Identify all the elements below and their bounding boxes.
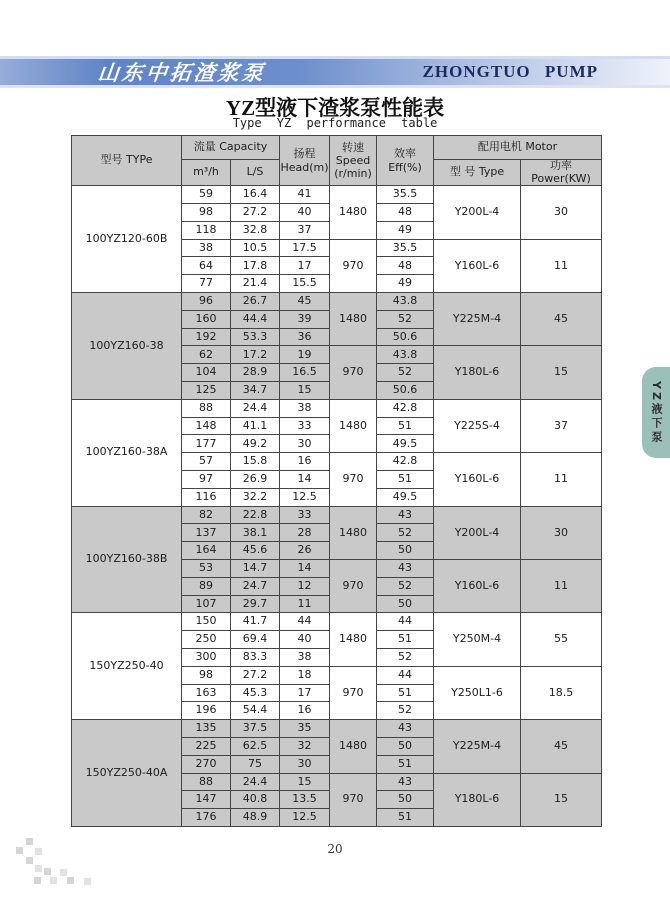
eff-cell: 50 — [377, 791, 434, 809]
head-cell: 36 — [280, 328, 330, 346]
head-cell: 17 — [280, 257, 330, 275]
speed-cell: 1480 — [330, 720, 377, 773]
model-cell: 100YZ160-38B — [72, 506, 182, 613]
head-cell: 38 — [280, 399, 330, 417]
head-cell: 32 — [280, 737, 330, 755]
eff-cell: 43.8 — [377, 346, 434, 364]
flow-m3h-cell: 77 — [182, 275, 231, 293]
head-cell: 30 — [280, 435, 330, 453]
flow-ls-cell: 75 — [231, 755, 280, 773]
flow-m3h-cell: 53 — [182, 560, 231, 578]
col-header-speed-zh: 转速Speed — [335, 140, 371, 168]
motor-type-cell: Y160L-6 — [434, 453, 521, 506]
flow-m3h-cell: 89 — [182, 577, 231, 595]
head-cell: 30 — [280, 755, 330, 773]
motor-type-cell: Y225M-4 — [434, 293, 521, 346]
flow-m3h-cell: 98 — [182, 204, 231, 222]
motor-power-cell: 15 — [521, 773, 602, 826]
speed-cell: 1480 — [330, 613, 377, 666]
flow-ls-cell: 27.2 — [231, 666, 280, 684]
speed-cell: 970 — [330, 453, 377, 506]
model-cell: 100YZ160-38 — [72, 293, 182, 400]
head-cell: 14 — [280, 560, 330, 578]
flow-m3h-cell: 160 — [182, 310, 231, 328]
eff-cell: 52 — [377, 310, 434, 328]
speed-cell: 1480 — [330, 293, 377, 346]
table-row — [72, 613, 602, 631]
col-header-capacity-m3h: m³/h — [182, 160, 231, 186]
eff-cell: 50 — [377, 595, 434, 613]
head-cell: 45 — [280, 293, 330, 311]
flow-ls-cell: 62.5 — [231, 737, 280, 755]
head-cell: 11 — [280, 595, 330, 613]
col-header-eff-zh: 效率 — [394, 147, 416, 161]
flow-ls-cell: 34.7 — [231, 382, 280, 400]
eff-cell: 43 — [377, 560, 434, 578]
flow-ls-cell: 41.1 — [231, 417, 280, 435]
flow-m3h-cell: 176 — [182, 809, 231, 827]
model-cell: 100YZ160-38A — [72, 399, 182, 506]
col-header-eff — [377, 136, 434, 186]
flow-ls-cell: 40.8 — [231, 791, 280, 809]
eff-cell: 50 — [377, 737, 434, 755]
flow-ls-cell: 83.3 — [231, 649, 280, 667]
head-cell: 16 — [280, 453, 330, 471]
brand-header-bar — [0, 56, 670, 88]
motor-type-cell: Y200L-4 — [434, 186, 521, 239]
flow-m3h-cell: 163 — [182, 684, 231, 702]
motor-power-cell: 37 — [521, 399, 602, 452]
flow-ls-cell: 38.1 — [231, 524, 280, 542]
flow-m3h-cell: 59 — [182, 186, 231, 204]
model-cell: 150YZ250-40A — [72, 720, 182, 827]
flow-ls-cell: 41.7 — [231, 613, 280, 631]
motor-type-cell: Y160L-6 — [434, 560, 521, 613]
flow-ls-cell: 32.8 — [231, 221, 280, 239]
head-cell: 16.5 — [280, 364, 330, 382]
motor-type-cell: Y250L1-6 — [434, 666, 521, 719]
table-row — [72, 399, 602, 417]
flow-m3h-cell: 125 — [182, 382, 231, 400]
eff-cell: 42.8 — [377, 399, 434, 417]
page-title: YZ型液下渣浆泵性能表 — [225, 96, 445, 120]
flow-ls-cell: 45.6 — [231, 542, 280, 560]
flow-m3h-cell: 137 — [182, 524, 231, 542]
flow-ls-cell: 53.3 — [231, 328, 280, 346]
head-cell: 12.5 — [280, 809, 330, 827]
flow-ls-cell: 17.2 — [231, 346, 280, 364]
motor-power-cell: 11 — [521, 453, 602, 506]
company-logo: 山东中拓渣浆泵 — [96, 60, 268, 85]
col-header-head-en: Head(m) — [280, 160, 329, 174]
eff-cell: 44 — [377, 666, 434, 684]
head-cell: 38 — [280, 649, 330, 667]
head-cell: 16 — [280, 702, 330, 720]
eff-cell: 43 — [377, 506, 434, 524]
flow-m3h-cell: 150 — [182, 613, 231, 631]
speed-cell: 970 — [330, 560, 377, 613]
flow-m3h-cell: 177 — [182, 435, 231, 453]
flow-ls-cell: 15.8 — [231, 453, 280, 471]
eff-cell: 49 — [377, 221, 434, 239]
flow-ls-cell: 16.4 — [231, 186, 280, 204]
head-cell: 37 — [280, 221, 330, 239]
eff-cell: 51 — [377, 809, 434, 827]
eff-cell: 49.5 — [377, 488, 434, 506]
eff-cell: 49 — [377, 275, 434, 293]
head-cell: 17.5 — [280, 239, 330, 257]
eff-cell: 44 — [377, 613, 434, 631]
motor-type-cell: Y180L-6 — [434, 346, 521, 399]
head-cell: 35 — [280, 720, 330, 738]
table-row — [72, 506, 602, 524]
flow-m3h-cell: 270 — [182, 755, 231, 773]
flow-m3h-cell: 164 — [182, 542, 231, 560]
motor-power-cell: 45 — [521, 293, 602, 346]
head-cell: 15.5 — [280, 275, 330, 293]
flow-m3h-cell: 196 — [182, 702, 231, 720]
head-cell: 13.5 — [280, 791, 330, 809]
flow-ls-cell: 17.8 — [231, 257, 280, 275]
head-cell: 26 — [280, 542, 330, 560]
flow-ls-cell: 24.7 — [231, 577, 280, 595]
head-cell: 17 — [280, 684, 330, 702]
flow-ls-cell: 54.4 — [231, 702, 280, 720]
speed-cell: 1480 — [330, 399, 377, 452]
eff-cell: 42.8 — [377, 453, 434, 471]
flow-ls-cell: 48.9 — [231, 809, 280, 827]
motor-type-cell: Y225M-4 — [434, 720, 521, 773]
head-cell: 12.5 — [280, 488, 330, 506]
performance-table-body — [72, 186, 602, 827]
eff-cell: 52 — [377, 649, 434, 667]
motor-power-cell: 18.5 — [521, 666, 602, 719]
col-header-motor-type: 型 号 Type — [434, 160, 521, 186]
eff-cell: 48 — [377, 204, 434, 222]
col-header-speed-en: (r/min) — [334, 167, 372, 181]
flow-m3h-cell: 147 — [182, 791, 231, 809]
flow-m3h-cell: 64 — [182, 257, 231, 275]
flow-m3h-cell: 107 — [182, 595, 231, 613]
speed-cell: 1480 — [330, 186, 377, 239]
flow-ls-cell: 32.2 — [231, 488, 280, 506]
flow-m3h-cell: 192 — [182, 328, 231, 346]
motor-type-cell: Y200L-4 — [434, 506, 521, 559]
speed-cell: 970 — [330, 346, 377, 399]
eff-cell: 51 — [377, 471, 434, 489]
flow-ls-cell: 22.8 — [231, 506, 280, 524]
eff-cell: 35.5 — [377, 186, 434, 204]
motor-power-cell: 45 — [521, 720, 602, 773]
motor-power-cell: 11 — [521, 239, 602, 292]
eff-cell: 50 — [377, 542, 434, 560]
head-cell: 40 — [280, 631, 330, 649]
head-cell: 15 — [280, 773, 330, 791]
eff-cell: 51 — [377, 631, 434, 649]
col-header-head — [280, 136, 330, 186]
head-cell: 40 — [280, 204, 330, 222]
motor-power-cell: 55 — [521, 613, 602, 666]
page-number: 20 — [327, 842, 343, 856]
col-header-speed — [330, 136, 377, 186]
eff-cell: 50.6 — [377, 382, 434, 400]
flow-ls-cell: 26.9 — [231, 471, 280, 489]
eff-cell: 49.5 — [377, 435, 434, 453]
speed-cell: 970 — [330, 666, 377, 719]
flow-m3h-cell: 82 — [182, 506, 231, 524]
col-header-eff-en: Eff(%) — [388, 160, 422, 174]
eff-cell: 43 — [377, 773, 434, 791]
model-cell: 100YZ120-60B — [72, 186, 182, 293]
eff-cell: 43.8 — [377, 293, 434, 311]
performance-table — [71, 135, 602, 827]
head-cell: 33 — [280, 506, 330, 524]
flow-m3h-cell: 104 — [182, 364, 231, 382]
page-subtitle: Type YZ performance table — [232, 116, 438, 130]
col-header-capacity-ls: L/S — [231, 160, 280, 186]
flow-ls-cell: 45.3 — [231, 684, 280, 702]
col-header-model: 型号 TYPe — [72, 136, 182, 186]
eff-cell: 51 — [377, 684, 434, 702]
flow-ls-cell: 21.4 — [231, 275, 280, 293]
flow-ls-cell: 24.4 — [231, 773, 280, 791]
flow-m3h-cell: 135 — [182, 720, 231, 738]
flow-m3h-cell: 38 — [182, 239, 231, 257]
head-cell: 15 — [280, 382, 330, 400]
eff-cell: 52 — [377, 577, 434, 595]
motor-power-cell: 30 — [521, 506, 602, 559]
head-cell: 19 — [280, 346, 330, 364]
flow-m3h-cell: 300 — [182, 649, 231, 667]
flow-ls-cell: 29.7 — [231, 595, 280, 613]
flow-ls-cell: 14.7 — [231, 560, 280, 578]
flow-m3h-cell: 88 — [182, 773, 231, 791]
flow-ls-cell: 27.2 — [231, 204, 280, 222]
flow-m3h-cell: 98 — [182, 666, 231, 684]
motor-power-cell: 30 — [521, 186, 602, 239]
motor-type-cell: Y250M-4 — [434, 613, 521, 666]
flow-ls-cell: 10.5 — [231, 239, 280, 257]
motor-type-cell: Y160L-6 — [434, 239, 521, 292]
flow-m3h-cell: 57 — [182, 453, 231, 471]
head-cell: 14 — [280, 471, 330, 489]
flow-m3h-cell: 96 — [182, 293, 231, 311]
speed-cell: 970 — [330, 239, 377, 292]
eff-cell: 51 — [377, 417, 434, 435]
model-cell: 150YZ250-40 — [72, 613, 182, 720]
flow-ls-cell: 69.4 — [231, 631, 280, 649]
col-header-head-zh: 扬程 — [293, 147, 316, 161]
motor-type-cell: Y225S-4 — [434, 399, 521, 452]
flow-ls-cell: 37.5 — [231, 720, 280, 738]
head-cell: 12 — [280, 577, 330, 595]
flow-ls-cell: 24.4 — [231, 399, 280, 417]
flow-ls-cell: 26.7 — [231, 293, 280, 311]
flow-m3h-cell: 225 — [182, 737, 231, 755]
head-cell: 41 — [280, 186, 330, 204]
speed-cell: 970 — [330, 773, 377, 826]
flow-m3h-cell: 250 — [182, 631, 231, 649]
eff-cell: 52 — [377, 364, 434, 382]
head-cell: 44 — [280, 613, 330, 631]
motor-type-cell: Y180L-6 — [434, 773, 521, 826]
flow-ls-cell: 28.9 — [231, 364, 280, 382]
table-row — [72, 293, 602, 311]
brand-name: ZHONGTUO PUMP — [422, 62, 598, 81]
flow-m3h-cell: 97 — [182, 471, 231, 489]
head-cell: 39 — [280, 310, 330, 328]
eff-cell: 48 — [377, 257, 434, 275]
head-cell: 33 — [280, 417, 330, 435]
flow-ls-cell: 44.4 — [231, 310, 280, 328]
motor-power-cell: 15 — [521, 346, 602, 399]
speed-cell: 1480 — [330, 506, 377, 559]
col-header-motor: 配用电机 Motor — [434, 136, 602, 160]
eff-cell: 51 — [377, 755, 434, 773]
head-cell: 28 — [280, 524, 330, 542]
head-cell: 18 — [280, 666, 330, 684]
flow-m3h-cell: 116 — [182, 488, 231, 506]
table-row — [72, 186, 602, 204]
motor-power-cell: 11 — [521, 560, 602, 613]
table-header — [72, 136, 602, 186]
eff-cell: 35.5 — [377, 239, 434, 257]
col-header-motor-power: 功率Power(KW) — [521, 160, 602, 186]
col-header-capacity: 流量 Capacity — [182, 136, 280, 160]
flow-m3h-cell: 62 — [182, 346, 231, 364]
flow-m3h-cell: 118 — [182, 221, 231, 239]
eff-cell: 52 — [377, 524, 434, 542]
flow-m3h-cell: 88 — [182, 399, 231, 417]
side-tab-yz-pump[interactable]: YZ液下泵 — [642, 367, 670, 458]
flow-m3h-cell: 148 — [182, 417, 231, 435]
table-row — [72, 720, 602, 738]
eff-cell: 52 — [377, 702, 434, 720]
eff-cell: 50.6 — [377, 328, 434, 346]
flow-ls-cell: 49.2 — [231, 435, 280, 453]
eff-cell: 43 — [377, 720, 434, 738]
